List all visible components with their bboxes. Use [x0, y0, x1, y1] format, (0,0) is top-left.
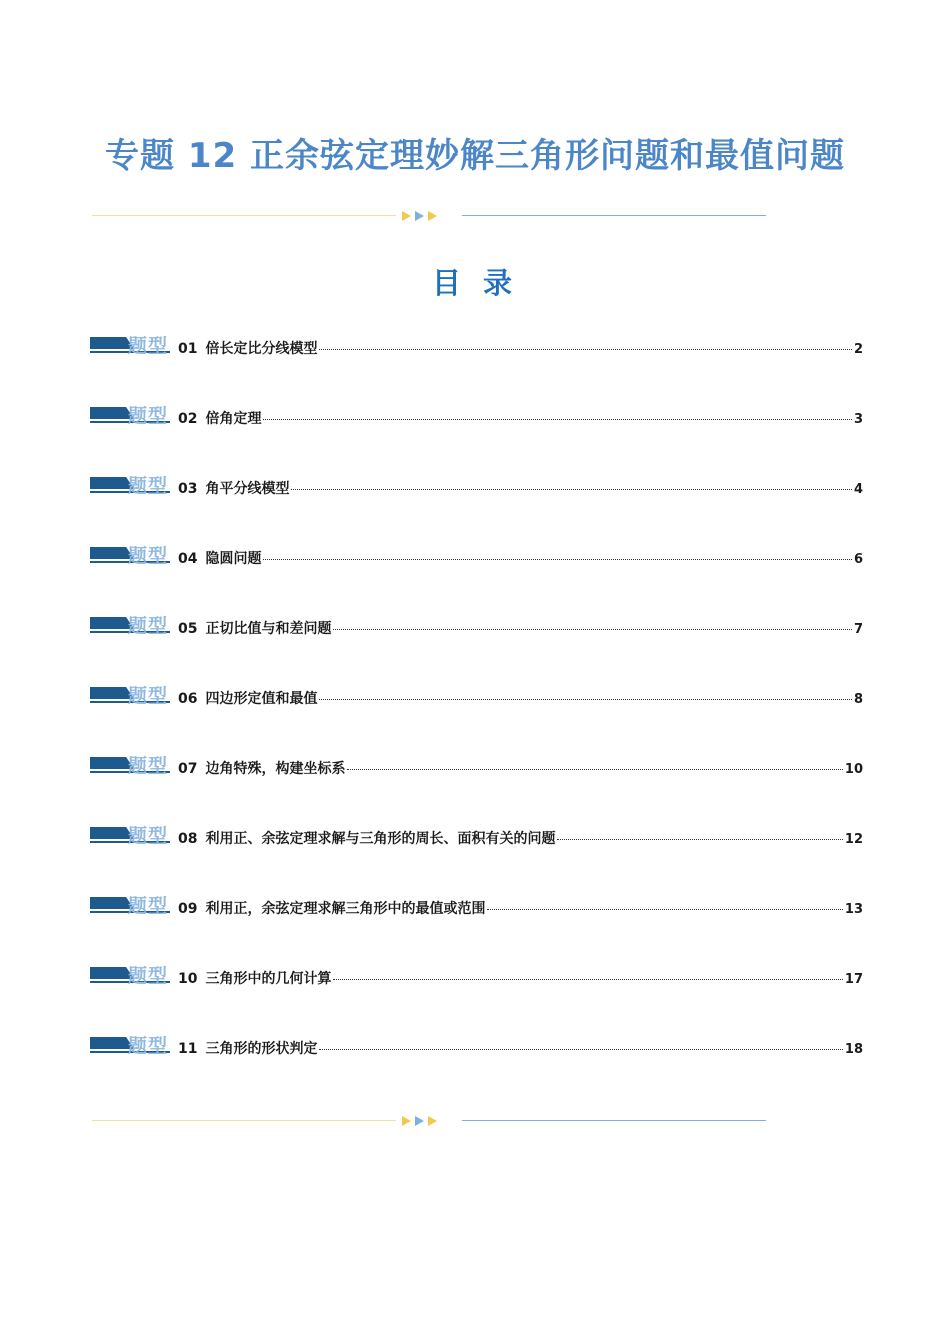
toc-item[interactable]	[90, 402, 863, 426]
question-type-badge	[90, 402, 172, 426]
toc-page-number: 2	[853, 342, 863, 357]
toc-label[interactable]: 利用正，余弦定理求解三角形中的最值或范围	[205, 901, 486, 917]
toc-entry[interactable]	[178, 688, 863, 708]
toc-item[interactable]	[90, 612, 863, 636]
triple-arrow-icon	[402, 210, 450, 222]
question-type-badge	[90, 612, 172, 636]
question-type-badge	[90, 752, 172, 776]
toc-label[interactable]: 倍长定比分线模型	[205, 341, 318, 357]
dot-leader	[333, 629, 851, 630]
dot-leader	[557, 839, 842, 840]
dot-leader	[487, 909, 842, 910]
toc-label[interactable]: 利用正、余弦定理求解与三角形的周长、面积有关的问题	[205, 831, 556, 847]
toc-number: 11	[178, 1041, 198, 1057]
toc-item[interactable]	[90, 962, 863, 986]
toc-number: 07	[178, 761, 198, 777]
toc-number: 06	[178, 691, 198, 707]
toc-page-number: 10	[844, 762, 863, 777]
question-type-badge	[90, 962, 172, 986]
divider-right-line	[462, 215, 766, 216]
toc-label[interactable]: 四边形定值和最值	[205, 691, 318, 707]
divider-left-line	[92, 1120, 396, 1121]
badge-text: 题型	[128, 685, 169, 707]
badge-text: 题型	[128, 755, 169, 777]
divider-left-line	[92, 215, 396, 216]
toc-item[interactable]	[90, 1032, 863, 1056]
toc-number: 04	[178, 551, 198, 567]
question-type-badge	[90, 542, 172, 566]
toc-entry[interactable]	[178, 478, 863, 498]
dot-leader	[319, 349, 851, 350]
toc-page-number: 4	[853, 482, 863, 497]
toc-entry[interactable]	[178, 758, 863, 778]
toc-page-number: 7	[853, 622, 863, 637]
toc-page-number: 6	[853, 552, 863, 567]
toc-label[interactable]: 三角形的形状判定	[205, 1041, 318, 1057]
question-type-badge	[90, 682, 172, 706]
dot-leader	[263, 419, 851, 420]
triple-arrow-icon	[402, 1115, 450, 1127]
toc-entry[interactable]	[178, 898, 863, 918]
question-type-badge	[90, 822, 172, 846]
badge-text: 题型	[128, 405, 169, 427]
toc-item[interactable]	[90, 542, 863, 566]
toc-page-number: 8	[853, 692, 863, 707]
toc-label[interactable]: 三角形中的几何计算	[205, 971, 332, 987]
toc-entry[interactable]	[178, 828, 863, 848]
page-title: 专题 12 正余弦定理妙解三角形问题和最值问题	[105, 136, 845, 176]
question-type-badge	[90, 1032, 172, 1056]
toc-page-number: 13	[844, 902, 863, 917]
toc-item[interactable]	[90, 892, 863, 916]
toc-heading: 目 录	[431, 266, 519, 300]
toc-label[interactable]: 边角特殊，构建坐标系	[205, 761, 346, 777]
toc-label[interactable]: 正切比值与和差问题	[205, 621, 332, 637]
toc-entry[interactable]	[178, 548, 863, 568]
dot-leader	[319, 699, 851, 700]
toc-page-number: 17	[844, 972, 863, 987]
divider-right-line	[462, 1120, 766, 1121]
toc-number: 09	[178, 901, 198, 917]
toc-item[interactable]	[90, 682, 863, 706]
badge-text: 题型	[128, 335, 169, 357]
question-type-badge	[90, 332, 172, 356]
dot-leader	[291, 489, 851, 490]
badge-text: 题型	[128, 895, 169, 917]
top-divider	[92, 210, 766, 222]
badge-text: 题型	[128, 545, 169, 567]
toc-entry[interactable]	[178, 618, 863, 638]
toc-page-number: 3	[853, 412, 863, 427]
toc-item[interactable]	[90, 332, 863, 356]
toc-entry[interactable]	[178, 968, 863, 988]
question-type-badge	[90, 892, 172, 916]
toc-label[interactable]: 角平分线模型	[205, 481, 290, 497]
toc-number: 05	[178, 621, 198, 637]
toc-page-number: 18	[844, 1042, 863, 1057]
toc-label[interactable]: 倍角定理	[205, 411, 262, 427]
badge-text: 题型	[128, 825, 169, 847]
dot-leader	[333, 979, 842, 980]
toc-number: 03	[178, 481, 198, 497]
dot-leader	[319, 1049, 842, 1050]
bottom-divider	[92, 1115, 766, 1127]
toc-number: 08	[178, 831, 198, 847]
toc-entry[interactable]	[178, 408, 863, 428]
toc-item[interactable]	[90, 752, 863, 776]
badge-text: 题型	[128, 965, 169, 987]
toc-label[interactable]: 隐圆问题	[205, 551, 262, 567]
badge-text: 题型	[128, 1035, 169, 1057]
dot-leader	[263, 559, 851, 560]
badge-text: 题型	[128, 475, 169, 497]
toc-number: 10	[178, 971, 198, 987]
toc-entry[interactable]	[178, 1038, 863, 1058]
toc-number: 02	[178, 411, 198, 427]
toc-number: 01	[178, 341, 198, 357]
question-type-badge	[90, 472, 172, 496]
dot-leader	[347, 769, 842, 770]
toc-entry[interactable]	[178, 338, 863, 358]
toc-item[interactable]	[90, 822, 863, 846]
badge-text: 题型	[128, 615, 169, 637]
toc-page-number: 12	[844, 832, 863, 847]
toc-item[interactable]	[90, 472, 863, 496]
